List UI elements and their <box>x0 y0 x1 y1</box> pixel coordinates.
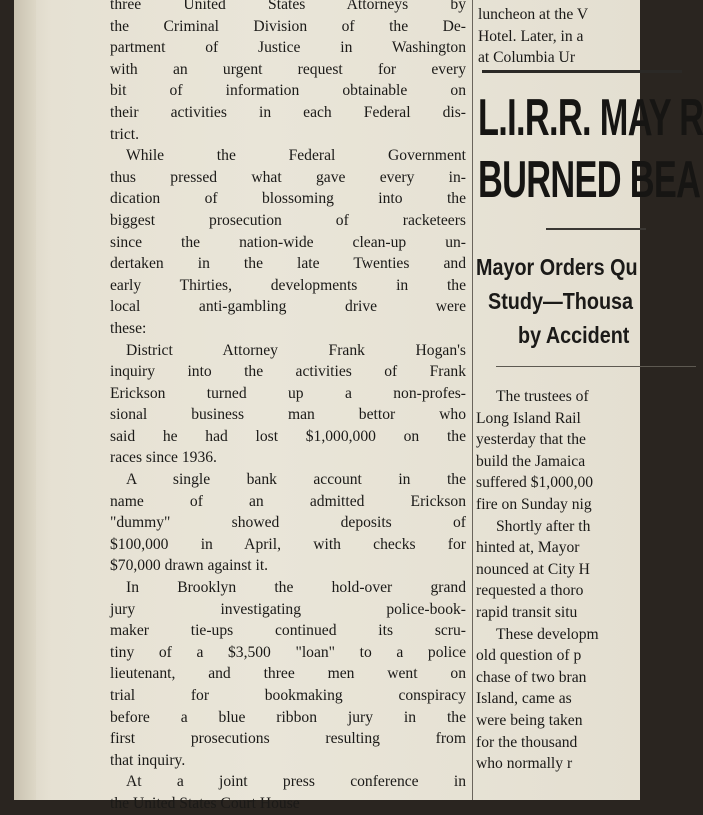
subhead-line-3: by Accident <box>518 322 630 348</box>
article-paragraph <box>110 771 466 814</box>
body-text-line: old question of p <box>476 647 582 665</box>
article-line: bit of information obtainable on <box>110 82 466 100</box>
headline-line-1: L.I.R.R. MAY R <box>478 89 703 147</box>
right-top-text <box>478 4 588 69</box>
article-line: dication of blossoming into the <box>110 190 466 208</box>
article-line: $70,000 drawn against it. <box>110 557 269 575</box>
article-line: local anti-gambling drive were <box>110 298 466 316</box>
top-text-line: luncheon at the V <box>478 6 589 23</box>
article-line: At a joint press conference in <box>126 773 466 791</box>
article-line: While the Federal Government <box>126 147 466 165</box>
body-text-line: rapid transit situ <box>476 603 578 621</box>
article-line: the Criminal Division of the De- <box>110 17 466 35</box>
article-line: inquiry into the activities of Frank <box>110 363 466 381</box>
body-text-line: hinted at, Mayor <box>476 539 580 557</box>
body-text-line: nounced at City H <box>476 560 590 578</box>
article-line: thus pressed what gave every in- <box>110 168 466 186</box>
body-text-line: chase of two bran <box>476 668 587 686</box>
body-text-line: Long Island Rail <box>476 409 581 427</box>
top-text-line: Hotel. Later, in a <box>478 27 584 45</box>
headline-top-rule <box>482 70 682 73</box>
right-column-article <box>476 0 703 800</box>
body-text-line: build the Jamaica <box>476 452 586 470</box>
article-line: In Brooklyn the hold-over grand <box>126 579 466 597</box>
body-text-line: requested a thoro <box>476 582 584 600</box>
article-line: name of an admitted Erickson <box>110 492 466 510</box>
right-body-text <box>476 386 599 775</box>
body-text-line: Island, came as <box>476 690 572 708</box>
article-line: lieutenant, and three men went on <box>110 665 466 683</box>
body-text-line: The trustees of <box>496 388 589 405</box>
article-line: jury investigating police-book- <box>110 600 466 618</box>
article-line: trial for bookmaking conspiracy <box>110 687 466 704</box>
article-line: their activities in each Federal dis- <box>110 103 466 121</box>
subhead-divider <box>496 366 696 367</box>
article-line: Erickson turned up a non-profes- <box>110 384 466 402</box>
article-line: District Attorney Frank Hogan's <box>126 341 466 359</box>
article-line: partment of Justice in Washington <box>110 39 466 57</box>
subhead-line-2: Study—Thousa <box>488 288 634 314</box>
body-text-line: fire on Sunday nig <box>476 495 592 513</box>
article-line: races since 1936. <box>110 449 217 467</box>
article-line: with an urgent request for every <box>110 60 466 78</box>
article-line: tiny of a $3,500 "loan" to a police <box>110 643 466 661</box>
subhead-line-1: Mayor Orders Qu <box>476 254 638 280</box>
body-text-line: for the thousand <box>476 733 578 751</box>
article-line: that inquiry. <box>110 751 186 769</box>
article-paragraph <box>110 577 466 771</box>
body-text-line: were being taken <box>476 711 583 729</box>
body-text-line: Shortly after th <box>496 517 591 535</box>
body-text-line: who normally r <box>476 755 573 773</box>
headline-line-2: BURNED BEA <box>478 151 701 209</box>
article-line: before a blue ribbon jury in the <box>110 708 466 726</box>
body-text-line: These developm <box>496 625 599 643</box>
headline-divider <box>546 228 646 230</box>
article-paragraph <box>110 469 466 577</box>
article-line: sional business man bettor who <box>110 406 466 424</box>
article-line: the United States Court House <box>110 794 300 812</box>
article-line: maker tie-ups continued its scru- <box>110 622 466 640</box>
column-rule <box>472 0 473 800</box>
article-line: "dummy" showed deposits of <box>110 514 466 532</box>
article-line: these: <box>110 319 147 337</box>
body-text-line: suffered $1,000,00 <box>476 474 594 492</box>
article-line: $100,000 in April, with checks for <box>110 535 466 553</box>
article-paragraph <box>110 340 466 470</box>
article-line: said he had lost $1,000,000 on the <box>110 427 466 445</box>
body-text-line: yesterday that the <box>476 431 586 449</box>
article-line: dertaken in the late Twenties and <box>110 255 466 273</box>
article-line: early Thirties, developments in the <box>110 276 466 294</box>
left-column-article <box>110 0 466 815</box>
article-line: trict. <box>110 125 140 143</box>
article-line: A single bank account in the <box>126 471 466 489</box>
article-line: biggest prosecution of racketeers <box>110 211 466 229</box>
article-paragraph <box>110 0 466 145</box>
article-line: three United States Attorneys by <box>110 0 466 13</box>
newspaper-page <box>14 0 703 812</box>
article-line: since the nation-wide clean-up un- <box>110 233 466 251</box>
top-text-line: at Columbia Ur <box>478 49 576 67</box>
page-edge <box>14 0 36 800</box>
article-paragraph <box>110 145 466 339</box>
article-line: first prosecutions resulting from <box>110 730 466 748</box>
